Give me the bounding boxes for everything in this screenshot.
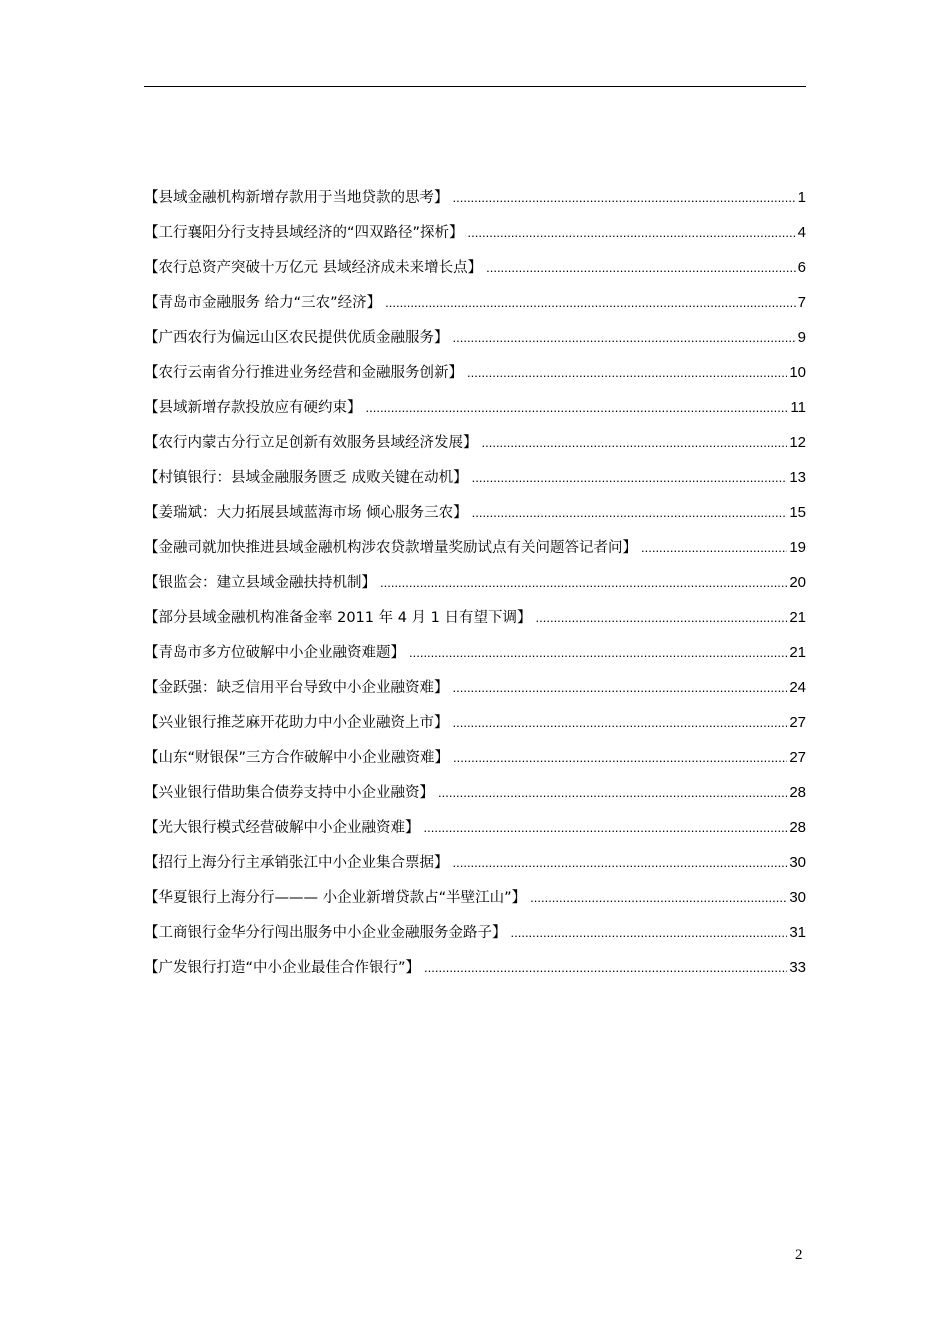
toc-entry[interactable] <box>144 880 806 915</box>
toc-entry-page: 11 <box>790 399 806 416</box>
toc-entry[interactable] <box>144 705 806 740</box>
toc-entry-title: 【广发银行打造“中小企业最佳合作银行”】 <box>144 960 421 976</box>
toc-entry-title: 【工行襄阳分行支持县域经济的“四双路径”探析】 <box>144 225 464 241</box>
toc-entry-page: 12 <box>789 434 806 451</box>
toc-dot-leader <box>424 950 787 985</box>
toc-entry-title: 【农行内蒙古分行立足创新有效服务县域经济发展】 <box>144 435 478 451</box>
toc-entry-page: 10 <box>789 364 806 381</box>
toc-dot-leader <box>453 180 796 215</box>
toc-entry-title: 【山东“财银保”三方合作破解中小企业融资难】 <box>144 750 450 766</box>
toc-entry-title: 【部分县域金融机构准备金率 2011 年 4 月 1 日有望下调】 <box>144 610 532 626</box>
toc-dot-leader <box>641 530 787 565</box>
toc-entry-page: 6 <box>797 259 806 276</box>
page-number: 2 <box>795 1247 803 1263</box>
toc-entry-page: 7 <box>797 294 806 311</box>
toc-entry-page: 1 <box>797 189 806 206</box>
toc-dot-leader <box>453 740 787 775</box>
toc-entry[interactable] <box>144 460 806 495</box>
toc-entry[interactable] <box>144 250 806 285</box>
toc-entry-page: 21 <box>789 644 806 661</box>
toc-entry[interactable] <box>144 845 806 880</box>
toc-entry-title: 【青岛市金融服务 给力“三农”经济】 <box>144 295 382 311</box>
toc-entry-title: 【金跃强：缺乏信用平台导致中小企业融资难】 <box>144 680 449 696</box>
toc-entry[interactable] <box>144 915 806 950</box>
toc-entry[interactable] <box>144 775 806 810</box>
toc-entry-title: 【招行上海分行主承销张江中小企业集合票据】 <box>144 855 449 871</box>
toc-entry-title: 【农行云南省分行推进业务经营和金融服务创新】 <box>144 365 463 381</box>
toc-dot-leader <box>409 635 787 670</box>
toc-entry-title: 【村镇银行：县域金融服务匮乏 成败关键在动机】 <box>144 470 468 486</box>
toc-entry-title: 【银监会：建立县域金融扶持机制】 <box>144 575 376 591</box>
toc-dot-leader <box>467 355 787 390</box>
toc-entry-title: 【工商银行金华分行闯出服务中小企业金融服务金路子】 <box>144 925 507 941</box>
header-rule <box>144 86 806 87</box>
toc-dot-leader <box>468 215 796 250</box>
toc-entry-page: 27 <box>789 714 806 731</box>
toc-dot-leader <box>511 915 788 950</box>
toc-entry-page: 28 <box>789 784 806 801</box>
toc-entry-title: 【华夏银行上海分行——— 小企业新增贷款占“半壁江山”】 <box>144 890 527 906</box>
toc-entry-title: 【广西农行为偏远山区农民提供优质金融服务】 <box>144 330 449 346</box>
toc-entry-page: 24 <box>789 679 806 696</box>
toc-entry-page: 9 <box>797 329 806 346</box>
toc-entry-page: 30 <box>789 854 806 871</box>
toc-dot-leader <box>438 775 787 810</box>
toc-dot-leader <box>453 320 796 355</box>
toc-entry[interactable] <box>144 390 806 425</box>
toc-entry[interactable] <box>144 635 806 670</box>
toc-dot-leader <box>366 390 789 425</box>
toc-entry-page: 27 <box>789 749 806 766</box>
toc-dot-leader <box>472 460 788 495</box>
toc-entry-page: 21 <box>789 609 806 626</box>
toc-entry-page: 33 <box>789 959 806 976</box>
toc-entry-title: 【金融司就加快推进县域金融机构涉农贷款增量奖励试点有关问题答记者问】 <box>144 540 637 556</box>
toc-entry-page: 19 <box>789 539 806 556</box>
toc-entry-page: 15 <box>789 504 806 521</box>
toc-dot-leader <box>486 250 796 285</box>
toc-entry[interactable] <box>144 565 806 600</box>
toc-entry[interactable] <box>144 495 806 530</box>
toc-entry-page: 13 <box>789 469 806 486</box>
toc-entry[interactable] <box>144 600 806 635</box>
toc-dot-leader <box>385 285 796 320</box>
toc-dot-leader <box>453 670 788 705</box>
toc-entry-page: 31 <box>789 924 806 941</box>
toc-entry-title: 【姜瑞斌：大力拓展县域蓝海市场 倾心服务三农】 <box>144 505 468 521</box>
toc-entry[interactable] <box>144 285 806 320</box>
toc-entry[interactable] <box>144 425 806 460</box>
toc-entry-title: 【农行总资产突破十万亿元 县域经济成未来增长点】 <box>144 260 483 276</box>
toc-entry[interactable] <box>144 320 806 355</box>
toc-entry-title: 【青岛市多方位破解中小企业融资难题】 <box>144 645 405 661</box>
toc-entry-title: 【县域金融机构新增存款用于当地贷款的思考】 <box>144 190 449 206</box>
toc-entry[interactable] <box>144 670 806 705</box>
toc-entry[interactable] <box>144 810 806 845</box>
toc-entry[interactable] <box>144 950 806 985</box>
toc-entry-page: 20 <box>789 574 806 591</box>
toc-dot-leader <box>380 565 787 600</box>
toc-entry-page: 30 <box>789 889 806 906</box>
toc-dot-leader <box>536 600 788 635</box>
toc-dot-leader <box>472 495 788 530</box>
toc-entry[interactable] <box>144 355 806 390</box>
toc-entry[interactable] <box>144 740 806 775</box>
toc-entry[interactable] <box>144 180 806 215</box>
toc-entry-title: 【兴业银行推芝麻开花助力中小企业融资上市】 <box>144 715 449 731</box>
toc-dot-leader <box>424 810 788 845</box>
table-of-contents <box>144 180 806 985</box>
toc-dot-leader <box>453 845 788 880</box>
toc-entry-title: 【光大银行模式经营破解中小企业融资难】 <box>144 820 420 836</box>
toc-entry[interactable] <box>144 215 806 250</box>
toc-entry-title: 【兴业银行借助集合债券支持中小企业融资】 <box>144 785 434 801</box>
toc-entry-page: 4 <box>797 224 806 241</box>
toc-entry-page: 28 <box>789 819 806 836</box>
toc-dot-leader <box>453 705 788 740</box>
toc-dot-leader <box>530 880 787 915</box>
toc-dot-leader <box>482 425 788 460</box>
toc-entry-title: 【县域新增存款投放应有硬约束】 <box>144 400 362 416</box>
toc-entry[interactable] <box>144 530 806 565</box>
